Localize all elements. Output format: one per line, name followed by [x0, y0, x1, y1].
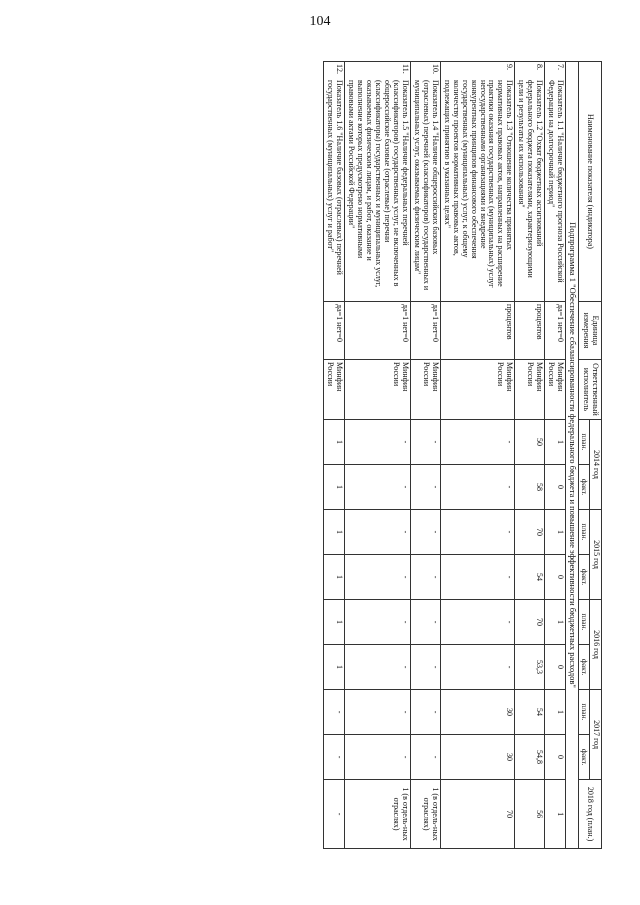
value-cell: 1: [324, 600, 345, 645]
value-cell: 56: [515, 780, 545, 849]
value-cell: -: [440, 420, 515, 465]
value-cell: 1 (в отдель-ных отраслях): [345, 780, 411, 849]
value-cell: 70: [440, 780, 515, 849]
value-cell: 30: [440, 690, 515, 735]
value-cell: 54,8: [515, 735, 545, 780]
header-plan: план.: [578, 510, 589, 555]
header-unit: Единица измерения: [578, 302, 601, 360]
value-cell: -: [345, 735, 411, 780]
row-number: 8.: [535, 64, 545, 70]
value-cell: 1: [324, 555, 345, 600]
page-number: 104: [309, 14, 331, 29]
value-cell: 1: [545, 690, 566, 735]
indicator-cell: [324, 62, 345, 302]
value-cell: 0: [545, 645, 566, 690]
value-cell: 54: [515, 690, 545, 735]
value-cell: -: [345, 645, 411, 690]
unit-cell: да=1 нет=0: [324, 302, 345, 360]
indicator-name: Показатель 1.2 "Охват бюджетных ассигнований федерального бюджета показателями, характеризующими цели и результаты их использования": [517, 80, 545, 278]
value-cell: -: [345, 600, 411, 645]
value-cell: 50: [515, 420, 545, 465]
responsible-cell: Минфин России: [345, 360, 411, 420]
indicator-cell: [515, 62, 545, 302]
unit-cell: да=1 нет=0: [545, 302, 566, 360]
header-year-2017: 2017 год: [590, 690, 602, 780]
value-cell: 1: [324, 645, 345, 690]
value-cell: -: [440, 600, 515, 645]
value-cell: -: [440, 645, 515, 690]
value-cell: -: [440, 510, 515, 555]
header-row-years: [590, 62, 602, 849]
row-number: 9.: [505, 64, 515, 70]
value-cell: 0: [545, 735, 566, 780]
value-cell: 1: [545, 780, 566, 849]
indicators-table: [323, 61, 602, 849]
value-cell: -: [345, 465, 411, 510]
unit-cell: процентов: [515, 302, 545, 360]
value-cell: -: [410, 735, 440, 780]
value-cell: -: [324, 780, 345, 849]
unit-cell: да=1 нет=0: [345, 302, 411, 360]
value-cell: -: [410, 510, 440, 555]
indicator-name: Показатель 1.6 "Наличие базовых (отраслевых) перечней государственных (муниципальных) услуг и работ": [326, 80, 345, 275]
value-cell: -: [345, 420, 411, 465]
header-year-2015: 2015 год: [590, 510, 602, 600]
value-cell: 1: [545, 510, 566, 555]
value-cell: 0: [545, 465, 566, 510]
value-cell: 0: [545, 555, 566, 600]
table-row: [324, 62, 345, 849]
value-cell: -: [410, 690, 440, 735]
value-cell: -: [345, 510, 411, 555]
value-cell: 70: [515, 510, 545, 555]
row-number: 12.: [335, 64, 345, 74]
table-row: [545, 62, 566, 849]
value-cell: 30: [440, 735, 515, 780]
row-number: 7.: [556, 64, 566, 70]
responsible-cell: Минфин России: [410, 360, 440, 420]
value-cell: 1: [545, 600, 566, 645]
table-row: [345, 62, 411, 849]
header-year-2014: 2014 год: [590, 420, 602, 510]
value-cell: -: [440, 465, 515, 510]
header-fact: факт.: [578, 645, 589, 690]
responsible-cell: Минфин России: [515, 360, 545, 420]
responsible-cell: Минфин России: [440, 360, 515, 420]
value-cell: -: [410, 465, 440, 510]
row-number: 10.: [430, 64, 440, 74]
header-fact: факт.: [578, 555, 589, 600]
subprogram-title: Подпрограмма 1 "Обеспечение сбалансированности федерального бюджета и повышение эффективности бюджетных расходов": [566, 62, 579, 849]
indicator-name: Показатель 1.5 "Наличие федеральных перечней (классификаторов) государственных услуг, не включенных в общероссийские базовые (отраслевые) перечни (классификаторы) государственных и муниципальных услуг, оказываемых физическим лицам, и работ, оказание и выполнение которых предусмотрено нормативными правовыми актами Российской Федерации": [347, 80, 410, 288]
table-row: [515, 62, 545, 849]
header-fact: факт.: [578, 465, 589, 510]
value-cell: 1: [324, 510, 345, 555]
unit-cell: да=1 нет=0: [410, 302, 440, 360]
value-cell: -: [410, 555, 440, 600]
header-responsible: Ответственный исполнитель: [578, 360, 601, 420]
value-cell: 54: [515, 555, 545, 600]
indicator-cell: [410, 62, 440, 302]
header-fact: факт.: [578, 735, 589, 780]
indicator-cell: [545, 62, 566, 302]
value-cell: 1: [324, 420, 345, 465]
value-cell: 1: [324, 465, 345, 510]
header-year-2016: 2016 год: [590, 600, 602, 690]
header-year-2018: 2018 год (план.): [578, 780, 601, 849]
indicator-cell: [440, 62, 515, 302]
indicator-name: Показатель 1.4 "Наличие общероссийских базовых (отраслевых) перечней (классификаторов) государственных и муниципальных услуг, оказываемых физическим лицам": [412, 80, 440, 291]
responsible-cell: Минфин России: [545, 360, 566, 420]
row-number: 11.: [400, 64, 410, 74]
header-indicator-name: Наименование показателя (индикатора): [578, 62, 601, 302]
indicator-name: Показатель 1.3 "Отношение количества принятых нормативных правовых актов, направленных на расширение практики оказания государственных (муниципальных) услуг негосударственными организациями и внедрение конкурентных принципов финансового обеспечения государственных (муниципальных) услуг, к общему количеству проектов нормативных правовых актов, подлежащих принятию в указанных целях": [442, 80, 515, 288]
value-cell: -: [410, 600, 440, 645]
value-cell: -: [440, 555, 515, 600]
value-cell: 53,3: [515, 645, 545, 690]
responsible-cell: Минфин России: [324, 360, 345, 420]
header-plan: план.: [578, 690, 589, 735]
table-row: [410, 62, 440, 849]
table-row: [440, 62, 515, 849]
header-plan: план.: [578, 600, 589, 645]
value-cell: 70: [515, 600, 545, 645]
header-plan: план.: [578, 420, 589, 465]
value-cell: -: [324, 690, 345, 735]
indicator-name: Показатель 1.1 "Наличие бюджетного прогноза Российской Федерации на долгосрочный период": [547, 80, 566, 283]
value-cell: 58: [515, 465, 545, 510]
value-cell: 1 (в отдель-ных отраслях): [410, 780, 440, 849]
value-cell: 1: [545, 420, 566, 465]
value-cell: -: [345, 555, 411, 600]
value-cell: -: [324, 735, 345, 780]
subprogram-row: [566, 62, 579, 849]
value-cell: -: [345, 690, 411, 735]
value-cell: -: [410, 645, 440, 690]
indicator-cell: [345, 62, 411, 302]
value-cell: -: [410, 420, 440, 465]
unit-cell: процентов: [440, 302, 515, 360]
rotated-table-container: [22, 61, 602, 848]
